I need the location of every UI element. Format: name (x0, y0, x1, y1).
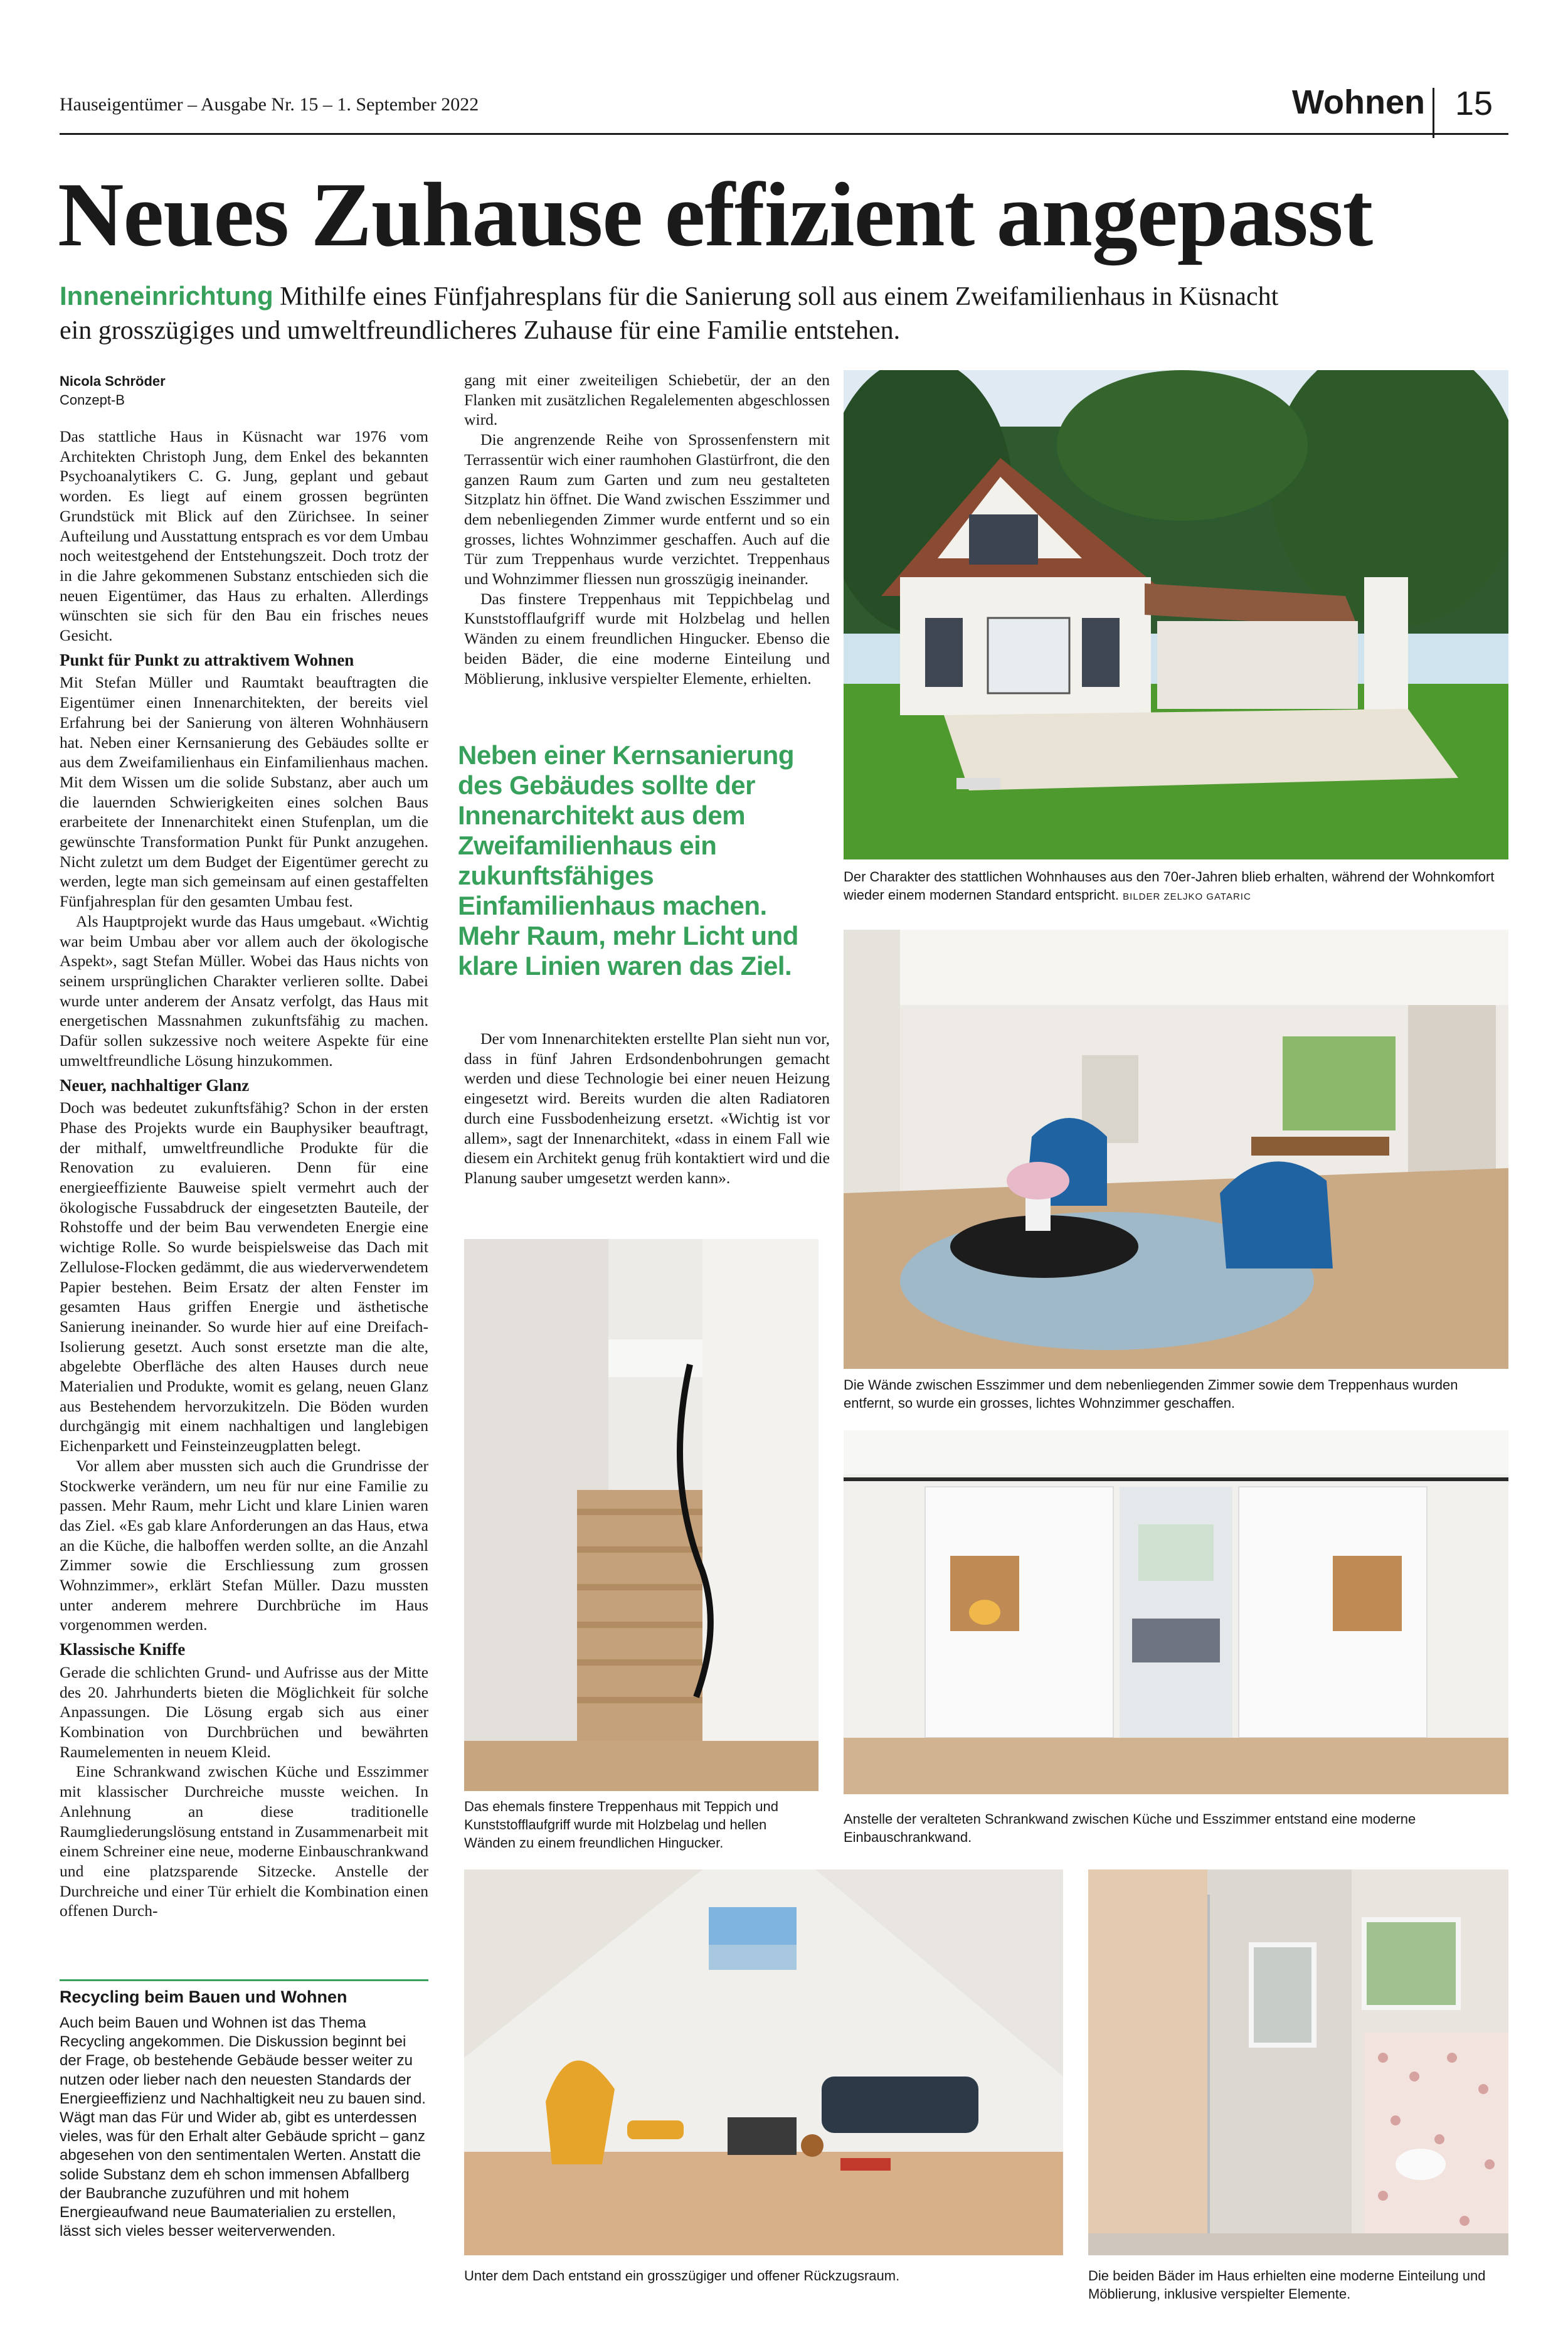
body-paragraph: Das finstere Treppenhaus mit Teppichbelag und Kunststofflaufgriff wurde mit Holzbelag und hellen Wänden zu einem freundlichen Hingucker. Ebenso die beiden Bäder, die eine moderne Einteilung und Möblierung, inklusive verspielter Elemente, erhielten. (464, 589, 830, 688)
article-column-2 (464, 370, 830, 688)
body-paragraph: Als Hauptprojekt wurde das Haus umgebaut. «Wichtig war beim Umbau aber vor allem auch der ökologische Aspekt», sagt Stefan Müller. Wobei das Haus nichts von seinem ursprünglichen Charakter verlieren sollte. Dabei wurde unter anderem der Ansatz verfolgt, das Haus mit energetischen Massnahmen zukunftsfähig zu machen. Dafür sollen sukzessive noch weitere Aspekte für eine umweltfreundliche Lösung hinzukommen. (60, 912, 428, 1070)
photo-attic-room (464, 1869, 1063, 2255)
body-paragraph: Der vom Innenarchitekten erstellte Plan sieht nun vor, dass in fünf Jahren Erdsondenbohrungen gemacht werden und diese Technologie bei einer neuen Heizung eingesetzt wird. Bereits wurden die alten Radiatoren durch eine Fussbodenheizung ersetzt. «Wichtig ist vor allem», sagt der Innenarchitekt, «dass in einem Fall wie diesem ein Architekt genug früh kontaktiert wird und die Planung sauber umgesetzt werden kann». (464, 1029, 830, 1187)
publication-line: Hauseigentümer – Ausgabe Nr. 15 – 1. September 2022 (60, 94, 479, 115)
author-org: Conzept-B (60, 392, 125, 408)
photo-credit: BILDER ZELJKO GATARIC (1123, 891, 1251, 902)
photo-staircase (464, 1239, 818, 1791)
subheading: Klassische Kniffe (60, 1640, 186, 1659)
lead (60, 279, 1314, 348)
body-paragraph: Eine Schrankwand zwischen Küche und Esszimmer mit klassischer Durchreiche musste weichen. In Anlehnung an diese traditionelle Raumgliederungslösung entstand in Zusammenarbeit mit einem Schreiner eine neue, moderne Einbauschrankwand und eine platzsparende Sitzecke. Anstelle der Durchreiche und einer Tür erhielt die Kombination einen offenen Durch- (60, 1762, 428, 1920)
photo-house-exterior (844, 370, 1508, 859)
caption-text: Der Charakter des stattlichen Wohnhauses aus den 70er-Jahren blieb erhalten, während der Wohnkomfort wieder einem modernen Standard entspricht. (844, 869, 1495, 903)
pull-quote: Neben einer Kernsanierung des Gebäudes sollte der Innenarchitekt aus dem Zweifamilienhaus ein zukunftsfähiges Einfamilienhaus machen. Mehr Raum, mehr Licht und klare Linien waren das Ziel. (458, 740, 798, 981)
photo-bathroom (1088, 1869, 1508, 2255)
photo-living-room (844, 930, 1508, 1369)
caption-wardrobe: Anstelle der veralteten Schrankwand zwischen Küche und Esszimmer entstand eine moderne Einbauschrankwand. (844, 1811, 1416, 1845)
headline: Neues Zuhause effizient angepasst (58, 164, 1373, 265)
body-paragraph: Gerade die schlichten Grund- und Aufrisse aus der Mitte des 20. Jahrhunderts bieten die Möglichkeit für solche Anpassungen. Die Lösung ergab sich aus einer Kombination von Durchbrüchen und bewährten Raumelementen in neuem Kleid. (60, 1662, 428, 1761)
section-name: Wohnen (1292, 83, 1425, 121)
body-paragraph: Die angrenzende Reihe von Sprossenfenstern mit Terrassentür wich einer raumhohen Glastürfront, die den ganzen Raum zum Garten und zum neu gestalteten Sitzplatz hin öffnet. Die Wand zwischen Esszimmer und dem nebenliegenden Zimmer wurde entfernt und so ein grosses, lichtes Wohnzimmer geschaffen. Auch auf die Tür zum Treppenhaus wurde verzichtet. Treppenhaus und Wohnzimmer fliessen nun grosszügig ineinander. (464, 430, 830, 588)
caption-attic: Unter dem Dach entstand ein grosszügiger und offener Rückzugsraum. (464, 2268, 900, 2284)
caption-stairs: Das ehemals finstere Treppenhaus mit Teppich und Kunststofflaufgriff wurde mit Holzbelag und hellen Wänden zu einem freundlichen Hingucker. (464, 1799, 778, 1851)
body-paragraph: Vor allem aber mussten sich auch die Grundrisse der Stockwerke verändern, um neu für nur eine Familie zu passen. Mehr Raum, mehr Licht und klare Linien waren das Ziel. «Es gab klare Anforderungen an das Haus, etwa an die Küche, die halboffen werden sollte, an die Anzahl Zimmer sowie die Erschliessung zum grossen Wohnzimmer», erklärt Stefan Müller. Dazu mussten unter anderem mehrere Durchbrüche im Haus vorgenommen werden. (60, 1456, 428, 1634)
lead-text: Mithilfe eines Fünfjahresplans für die Sanierung soll aus einem Zweifamilienhaus in Küsnacht ein grosszügiges und umweltfreundlicheres Zuhause für eine Familie entstehen. (60, 282, 1279, 345)
byline (60, 372, 166, 410)
body-paragraph: gang mit einer zweiteiligen Schiebetür, der an den Flanken mit zusätzlichen Regalelementen abgeschlossen wird. (464, 371, 830, 429)
header-rule (60, 133, 1508, 135)
caption-house (844, 868, 1508, 906)
box-rule (60, 1979, 428, 1981)
body-paragraph: Doch was bedeutet zukunftsfähig? Schon in der ersten Phase des Projekts wurde ein Bauphysiker beauftragt, der mithalf, umweltfreundliche Produkte für die Renovation zu evaluieren. Denn für eine energieeffiziente Bauweise spielt vermehrt auch der ökologische Fussabdruck der eingesetzten Bauteile, der Rohstoffe und der beim Bau verwendeten Energie eine wichtige Rolle. So wurde beispielsweise das Dach mit Zellulose-Flocken gedämmt, die aus wiederverwendetem Papier bestehen. Beim Ersatz der alten Fenster im gesamten Haus griffen Energie und ästhetische Sanierung ineinander. So wurde hier auf eine Dreifach-Isolierung gesetzt. Auch sonst ersetzte man die alte, abgelebte Oberfläche des alten Hauses durch neue Materialien und Produkte, womit es gelang, neuen Glanz aus Bestehendem hervorzukitzeln. Die Böden wurden durchgängig mit einem nachhaltigen und langlebigen Eichenparkett und Feinsteinzeugplatten belegt. (60, 1098, 428, 1455)
box-title: Recycling beim Bauen und Wohnen (60, 1987, 347, 2006)
page-number: 15 (1455, 85, 1493, 122)
photo-built-in-wardrobe (844, 1430, 1508, 1794)
header-divider (1433, 88, 1434, 138)
article-column-1 (60, 427, 428, 1921)
box-body: Auch beim Bauen und Wohnen ist das Thema Recycling angekommen. Die Diskussion beginnt bei der Frage, ob bestehende Gebäude besser weiter zu nutzen oder lieber nach den neuesten Standards der Energieeffizienz und Nachhaltigkeit neu zu bauen sind. Wägt man das Für und Wider ab, gibt es unterdessen vieles, was für den Erhalt alter Gebäude spricht – ganz abgesehen von den sentimentalen Werten. Anstatt die solide Substanz dem eh schon immensen Abfallberg der Baubranche zuzuführen und mit hohem Energieaufwand neue Baumaterialien zu erstellen, lässt sich vieles besser weiterverwenden. (60, 2014, 426, 2240)
author-name: Nicola Schröder (60, 373, 166, 389)
body-paragraph: Das stattliche Haus in Küsnacht war 1976 vom Architekten Christoph Jung, dem Enkel des bekannten Psychoanalytikers C. G. Jung, geplant und gebaut worden. Es liegt auf einem grossen begrünten Grundstück mit Blick auf den Zürichsee. In seiner Aufteilung und Ausstattung entsprach es vor dem Umbau noch weitestgehend der Entstehungszeit. Doch trotz der in die Jahre gekommenen Substanz entschieden sich die neuen Eigentümer, das Haus zu erhalten. Allerdings wünschten sie sich für den Bau ein frisches neues Gesicht. (60, 427, 428, 645)
subheading: Punkt für Punkt zu attraktivem Wohnen (60, 650, 354, 669)
body-paragraph: Mit Stefan Müller und Raumtakt beauftragten die Eigentümer einen Innenarchitekten, der bereits viel Erfahrung bei der Sanierung von älteren Wohnhäusern hat. Neben einer Kernsanierung des Gebäudes sollte er aus dem Zweifamilienhaus ein Einfamilienhaus machen. Mit dem Wissen um die solide Substanz, aber auch um die lauernden Schwierigkeiten eines solchen Baus erarbeitete der Innenarchitekt einen Stufenplan, um die gewünschte Transformation Punkt für Punkt anzugehen. Nicht zuletzt um dem Budget der Eigentümer gerecht zu werden, legte man sich gemeinsam auf einen gestaffelten Fünfjahresplan für den gesamten Umbau fest. (60, 673, 428, 911)
caption-living: Die Wände zwischen Esszimmer und dem nebenliegenden Zimmer sowie dem Treppenhaus wurden entfernt, so wurde ein grosses, lichtes Wohnzimmer geschaffen. (844, 1377, 1458, 1411)
kicker: Inneneinrichtung (60, 281, 273, 311)
subheading: Neuer, nachhaltiger Glanz (60, 1075, 250, 1095)
article-column-2-continued (464, 1029, 830, 1188)
caption-bath: Die beiden Bäder im Haus erhielten eine moderne Einteilung und Möblierung, inklusive verspielter Elemente. (1088, 2268, 1486, 2302)
